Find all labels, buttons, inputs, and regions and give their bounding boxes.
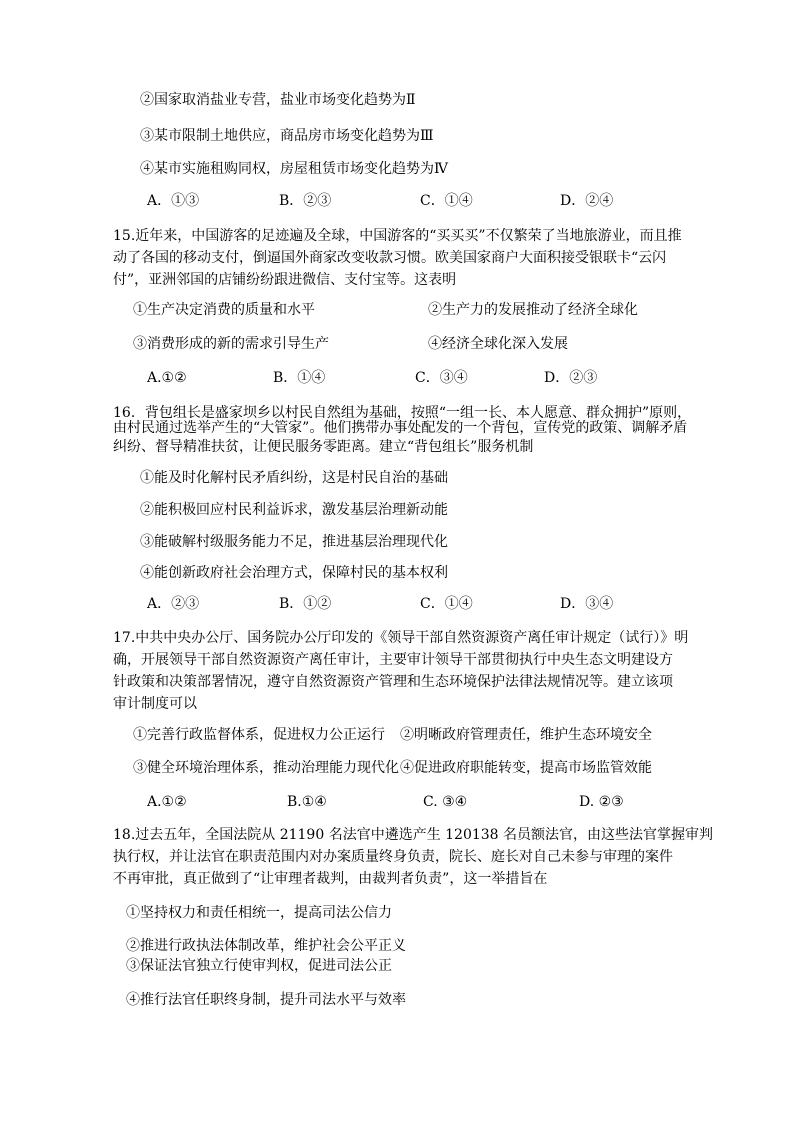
q16-stem-line-3: 纠纷、督导精准扶贫，让便民服务零距离。建立“背包组长”服务机制	[113, 439, 534, 455]
q15-item-2: ②生产力的发展推动了经济全球化	[428, 302, 638, 318]
q18-item-2: ②推进行政执法体制改革，维护社会公平正义	[126, 938, 406, 954]
q14-option-d: D．②④	[560, 193, 614, 209]
q18-stem-line-3: 不再审批，真正做到了“让审理者裁判，由裁判者负责”，这一举措旨在	[113, 871, 548, 887]
q18-item-4: ④推行法官任职终身制，提升司法水平与效率	[126, 992, 406, 1008]
q15-stem-line-1: 15.近年来，中国游客的足迹遍及全球，中国游客的“买买买”不仅繁荣了当地旅游业，而且推	[113, 228, 682, 244]
q15-stem-line-2: 动了各国的移动支付，倒逼国外商家改变收款习惯。欧美国家商户大面积接受银联卡“云闪	[113, 250, 667, 266]
q14-item-2: ②国家取消盐业专营，盐业市场变化趋势为Ⅱ	[140, 92, 416, 108]
q17-stem-line-1: 17.中共中央办公厅、国务院办公厅印发的《领导干部自然资源资产离任审计规定（试行）》明	[113, 630, 689, 646]
q15-option-c: C．③④	[415, 370, 468, 386]
q16-option-d: D．③④	[560, 596, 614, 612]
q17-item-2: ②明晰政府管理责任，维护生态环境安全	[400, 727, 652, 743]
q15-item-3: ③消费形成的新的需求引导生产	[133, 336, 329, 352]
q15-item-4: ④经济全球化深入发展	[428, 336, 568, 352]
q15-option-a: A.①②	[147, 370, 187, 386]
q14-option-a: A．①③	[147, 193, 200, 209]
q16-stem-line-2: 由村民通过选举产生的“大管家”。他们携带办事处配发的一个背包，宣传党的政策、调解矛盾	[113, 420, 688, 436]
q18-stem-line-1: 18.过去五年，全国法院从 21190 名法官中遴选产生 120138 名员额法官，由这些法官掌握审判	[113, 827, 714, 843]
q16-item-1: ①能及时化解村民矛盾纠纷，这是村民自治的基础	[140, 470, 448, 486]
q15-option-b: B．①④	[273, 370, 326, 386]
q15-option-d: D．②③	[544, 370, 598, 386]
q15-item-1: ①生产决定消费的质量和水平	[133, 302, 315, 318]
q16-stem-line-1: 16．背包组长是盛家坝乡以村民自然组为基础，按照“一组一长、本人愿意、群众拥护”原则，	[113, 405, 692, 421]
q16-option-c: C．①④	[420, 596, 473, 612]
q17-option-b: B.①④	[287, 794, 327, 810]
q16-option-a: A．②③	[147, 596, 200, 612]
q15-stem-line-3: 付”，亚洲邻国的店铺纷纷跟进微信、支付宝等。这表明	[113, 272, 457, 288]
q17-stem-line-4: 审计制度可以	[113, 696, 197, 712]
q17-stem-line-3: 针政策和决策部署情况，遵守自然资源资产管理和生态环境保护法律法规情况等。建立该项	[113, 674, 673, 690]
q17-option-c: C. ③④	[423, 794, 468, 810]
q16-item-2: ②能积极回应村民利益诉求，激发基层治理新动能	[140, 502, 448, 518]
q16-item-4: ④能创新政府社会治理方式，保障村民的基本权利	[140, 565, 448, 581]
q14-item-3: ③某市限制土地供应，商品房市场变化趋势为Ⅲ	[140, 128, 434, 144]
q16-item-3: ③能破解村级服务能力不足，推进基层治理现代化	[140, 534, 448, 550]
q14-option-c: C．①④	[420, 193, 473, 209]
q17-item-3: ③健全环境治理体系，推动治理能力现代化	[133, 760, 399, 776]
q18-item-3: ③保证法官独立行使审判权，促进司法公正	[126, 958, 392, 974]
q18-stem-line-2: 执行权，并让法官在职责范围内对办案质量终身负责，院长、庭长对自己未参与审理的案件	[113, 849, 673, 865]
q17-option-d: D. ②③	[579, 794, 624, 810]
q17-stem-line-2: 确，开展领导干部自然资源资产离任审计，主要审计领导干部贯彻执行中央生态文明建设方	[113, 652, 673, 668]
q14-option-b: B．②③	[279, 193, 332, 209]
q18-item-1: ①坚持权力和责任相统一，提高司法公信力	[126, 905, 392, 921]
q16-option-b: B．①②	[279, 596, 332, 612]
q17-item-4: ④促进政府职能转变，提高市场监管效能	[400, 760, 652, 776]
q17-item-1: ①完善行政监督体系，促进权力公正运行	[133, 727, 385, 743]
q17-option-a: A.①②	[147, 794, 187, 810]
q14-item-4: ④某市实施租购同权，房屋租赁市场变化趋势为Ⅳ	[140, 161, 448, 177]
